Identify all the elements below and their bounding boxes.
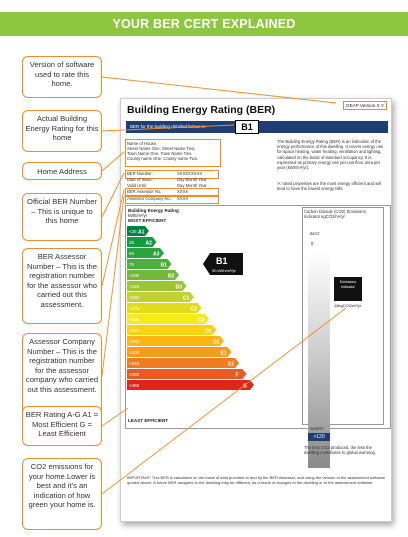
band-range: 50 <box>129 251 135 256</box>
band-range: >300 <box>129 350 140 355</box>
address-line: Name of House, <box>127 141 158 146</box>
band-range: >125 <box>129 284 140 289</box>
rating-band <box>127 369 247 379</box>
band-range: >150 <box>129 295 140 300</box>
band-label: C2 <box>190 306 197 313</box>
band-label: B3 <box>175 284 182 291</box>
band-range: >340 <box>129 361 140 366</box>
rating-band <box>127 336 224 346</box>
band-range: >175 <box>129 306 140 311</box>
band-range: >100 <box>129 273 140 278</box>
important-notice: IMPORTANT: This BER is calculated on the basis of data provided to and by the BER Assessor, and using the version of the assessment software quoted above. A future BER assigned to the dwelling may be different, as a result of changes to the dwelling or to the assessment software. <box>127 475 386 485</box>
valid-until-value: Day Month Year <box>177 183 207 188</box>
co2-worst-label: WORST <box>310 427 325 431</box>
rating-band <box>127 325 217 335</box>
co2-zero: 0 <box>311 241 314 246</box>
band-label: E2 <box>228 361 235 368</box>
co2-max-box: >120 <box>308 433 330 441</box>
assessor-number-label: BER Assessor No.: <box>127 189 163 194</box>
company-number-value: XXXX <box>177 196 189 201</box>
band-label: D1 <box>205 328 212 335</box>
co2-heading: Carbon Dioxide (CO2) Emissions Indicator kgCO2/m²/yr <box>304 209 366 220</box>
callout-rating-scale: BER Rating A-G A1 = Most Efficient G = Least Efficient <box>22 406 102 446</box>
band-range: 25 <box>129 240 135 245</box>
band-label: A3 <box>153 251 160 258</box>
co2-note: The less CO2 produced, the less the dwelling contributes to global warming. <box>304 445 376 456</box>
callout-co2-emissions: CO2 emissions for your home.Lower is best and it's an indication of how green your home is. <box>22 458 102 530</box>
issue-date-label: Date of Issue: <box>127 177 153 182</box>
band-label: G <box>243 383 247 390</box>
address-line: County name One, County name Two. <box>127 156 199 161</box>
address-line: Town Name One, Town Name Two, <box>127 151 193 156</box>
ber-description: The Building Energy Rating (BER) is an indication of the energy performance of this dwelling. It covers energy use for space heating, water heating, ventilation and lighting, calculated on the basis of standard occupancy. It is expressed as primary energy use per unit floor area per year (kWh/m²/yr). <box>277 139 384 171</box>
ber-description-note: 'A' rated properties are the most energy efficient and will tend to have the lowest energy bills. <box>277 181 381 192</box>
rating-band <box>127 347 232 357</box>
scale-unit: kWh/m²/yr <box>128 213 148 218</box>
certificate-title: Building Energy Rating (BER) <box>127 104 276 116</box>
rating-band <box>127 380 254 390</box>
band-label: A1 <box>138 229 145 236</box>
scale-heading: Building Energy Rating <box>128 208 179 213</box>
rating-band <box>127 358 239 368</box>
callout-software-version: Version of software used to rate this home. <box>22 56 102 98</box>
band-label: B2 <box>168 273 175 280</box>
band-range: <25 <box>129 229 137 234</box>
least-efficient-label: LEAST EFFICIENT <box>128 418 169 423</box>
most-efficient-label: MOST EFFICIENT <box>128 218 167 223</box>
co2-badge-label: Emissions Indicator <box>339 280 357 289</box>
band-range: >380 <box>129 372 140 377</box>
rating-band <box>127 314 209 324</box>
banner-title: YOUR BER CERT EXPLAINED <box>112 17 296 31</box>
ber-number-label: BER Number: <box>127 171 153 176</box>
company-number-label: Assessor Company No.: <box>127 196 173 201</box>
band-label: E1 <box>220 350 227 357</box>
co2-best-label: BEST <box>310 232 320 236</box>
band-label: B1 <box>160 262 167 269</box>
co2-value: 18kgCO2/m²/yr <box>334 303 362 308</box>
band-range: >260 <box>129 339 140 344</box>
band-range: >200 <box>129 317 140 322</box>
header-banner <box>0 12 408 36</box>
deap-version-box: DEAP Version X.Y <box>343 101 387 110</box>
address-line: Street Name One, Street Name Two, <box>127 146 196 151</box>
co2-indicator-badge <box>334 277 362 301</box>
valid-until-label: Valid Until: <box>127 183 147 188</box>
band-label: D2 <box>213 339 220 346</box>
callout-ber-number: Official BER Number – This is unique to this home <box>22 193 102 241</box>
ber-certificate <box>120 98 392 522</box>
band-range: >450 <box>129 383 140 388</box>
callout-assessor-number: BER Assessor Number – This is the registration number for the assessor who carried out this assessment. <box>22 248 102 324</box>
ber-number-value: XXXXXXXXX <box>177 171 203 176</box>
band-range: 75 <box>129 262 135 267</box>
band-label: A2 <box>145 240 152 247</box>
pointer-value: 90 kWh/m²/yr <box>212 268 236 273</box>
actual-rating-box: B1 <box>235 120 259 134</box>
band-label: F <box>235 372 239 379</box>
callout-actual-rating: Actual Building Energy Rating for this home <box>22 110 102 152</box>
callout-home-address: Home Address <box>22 162 102 180</box>
issue-date-value: Day Month Year <box>177 177 207 182</box>
band-label: C3 <box>198 317 205 324</box>
band-range: >225 <box>129 328 140 333</box>
assessor-number-value: XXXX <box>177 189 189 194</box>
callout-company-number: Assessor Company Number – This is the registration number for the assessor company who carried out this assessment. <box>22 333 102 419</box>
pointer-rating: B1 <box>216 256 228 266</box>
band-label: C1 <box>183 295 190 302</box>
rating-banner-text: BER for the building detailed below is: <box>130 124 206 129</box>
